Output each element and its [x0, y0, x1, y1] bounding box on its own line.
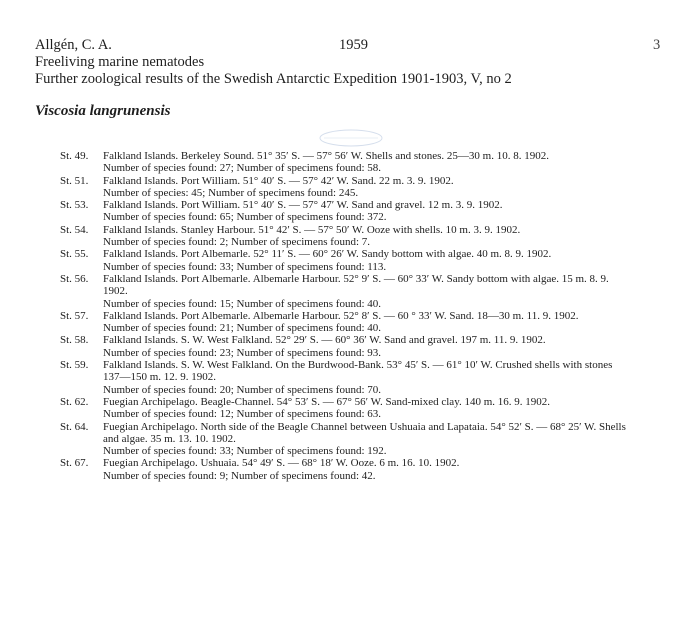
station-number: St. 64.	[60, 420, 89, 433]
station-record	[60, 273, 630, 310]
series-title: Further zoological results of the Swedish Antarctic Expedition 1901-1903, V, no 2	[35, 71, 512, 87]
station-records-list	[60, 150, 630, 482]
station-details	[103, 359, 630, 396]
station-record	[60, 396, 630, 421]
station-record	[60, 421, 630, 458]
station-record	[60, 359, 630, 396]
station-details	[103, 310, 630, 335]
station-number: St. 54.	[60, 223, 89, 236]
station-locality: Falkland Islands. Port William. 51° 40′ S. — 57° 42′ W. Sand. 22 m. 3. 9. 1902.	[103, 174, 454, 187]
station-number: St. 53.	[60, 199, 89, 212]
station-number: St. 49.	[60, 150, 89, 162]
station-details	[103, 150, 630, 175]
station-record	[60, 310, 630, 335]
station-locality: Falkland Islands. Stanley Harbour. 51° 42′ S. — 57° 50′ W. Ooze with shells. 10 m. 3. 9. 1902.	[103, 223, 521, 236]
author-name: Allgén, C. A.	[35, 37, 112, 53]
specimen-counts: Number of species found: 65; Number of specimens found: 372.	[103, 211, 387, 224]
station-number: St. 56.	[60, 272, 89, 285]
station-number: St. 62.	[60, 395, 89, 408]
specimen-counts: Number of species found: 21; Number of specimens found: 40.	[103, 322, 381, 335]
station-details	[103, 396, 630, 421]
page-number: 3	[653, 37, 661, 53]
station-number: St. 58.	[60, 334, 89, 347]
station-locality: Falkland Islands. S. W. West Falkland. On the Burdwood-Bank. 53° 45′ S. — 61° 10′ W. Crushed shells with stones 137—150 m. 12. 9. 1902.	[103, 359, 613, 384]
document-subtitle: Freeliving marine nematodes	[35, 54, 205, 70]
station-record	[60, 334, 630, 359]
station-locality: Falkland Islands. S. W. West Falkland. 52° 29′ S. — 60° 36′ W. Sand and gravel. 197 m. 11. 9. 1902.	[103, 334, 546, 347]
station-details	[103, 457, 630, 482]
station-record	[60, 457, 630, 482]
station-locality: Falkland Islands. Port Albemarle. Albemarle Harbour. 52° 9′ S. — 60° 33′ W. Sandy bottom with algae. 15 m. 8. 9. 1902.	[103, 272, 609, 298]
specimen-counts: Number of species found: 33; Number of specimens found: 192.	[103, 445, 387, 458]
station-locality: Fuegian Archipelago. Ushuaia. 54° 49′ S. — 68° 18′ W. Ooze. 6 m. 16. 10. 1902.	[103, 457, 460, 470]
station-details	[103, 224, 630, 249]
specimen-counts: Number of species found: 2; Number of specimens found: 7.	[103, 236, 370, 249]
station-locality: Falkland Islands. Port William. 51° 40′ S. — 57° 47′ W. Sand and gravel. 12 m. 3. 9. 1902.	[103, 199, 503, 212]
specimen-counts: Number of species: 45; Number of specimens found: 245.	[103, 186, 359, 199]
watermark-stamp-icon	[318, 128, 384, 148]
station-locality: Fuegian Archipelago. Beagle-Channel. 54° 53′ S. — 67° 56′ W. Sand-mixed clay. 140 m. 16. 9. 1902.	[103, 395, 551, 408]
publication-year: 1959	[339, 37, 368, 53]
station-record	[60, 224, 630, 249]
station-number: St. 57.	[60, 309, 89, 322]
station-locality: Falkland Islands. Berkeley Sound. 51° 35′ S. — 57° 56′ W. Shells and stones. 25—30 m. 10. 8. 1902.	[103, 150, 549, 162]
station-details	[103, 175, 630, 200]
specimen-counts: Number of species found: 23; Number of specimens found: 93.	[103, 346, 381, 359]
station-details	[103, 199, 630, 224]
station-details	[103, 248, 630, 273]
station-record	[60, 175, 630, 200]
station-record	[60, 199, 630, 224]
station-record	[60, 150, 630, 175]
station-record	[60, 248, 630, 273]
station-number: St. 67.	[60, 457, 89, 470]
station-number: St. 55.	[60, 248, 89, 261]
station-details	[103, 421, 630, 458]
specimen-counts: Number of species found: 15; Number of specimens found: 40.	[103, 297, 381, 310]
station-number: St. 51.	[60, 174, 89, 187]
specimen-counts: Number of species found: 27; Number of specimens found: 58.	[103, 162, 381, 175]
station-number: St. 59.	[60, 359, 89, 372]
specimen-counts: Number of species found: 33; Number of specimens found: 113.	[103, 260, 387, 273]
specimen-counts: Number of species found: 20; Number of specimens found: 70.	[103, 383, 381, 396]
station-details	[103, 334, 630, 359]
station-locality: Fuegian Archipelago. North side of the Beagle Channel between Ushuaia and Lapataia. 54° 52′ S. — 68° 25′ W. Shells and algae. 35 m. 13. 10. 1902.	[103, 420, 626, 445]
specimen-counts: Number of species found: 9; Number of specimens found: 42.	[103, 469, 376, 482]
station-locality: Falkland Islands. Port Albemarle. 52° 11′ S. — 60° 26′ W. Sandy bottom with algae. 40 m. 8. 9. 1902.	[103, 248, 552, 261]
species-heading: Viscosia langrunensis	[35, 103, 171, 119]
specimen-counts: Number of species found: 12; Number of specimens found: 63.	[103, 408, 381, 421]
station-locality: Falkland Islands. Port Albemarle. Albemarle Harbour. 52° 8′ S. — 60 ° 33′ W. Sand. 18—30 m. 11. 9. 1902.	[103, 309, 579, 322]
station-details	[103, 273, 630, 310]
